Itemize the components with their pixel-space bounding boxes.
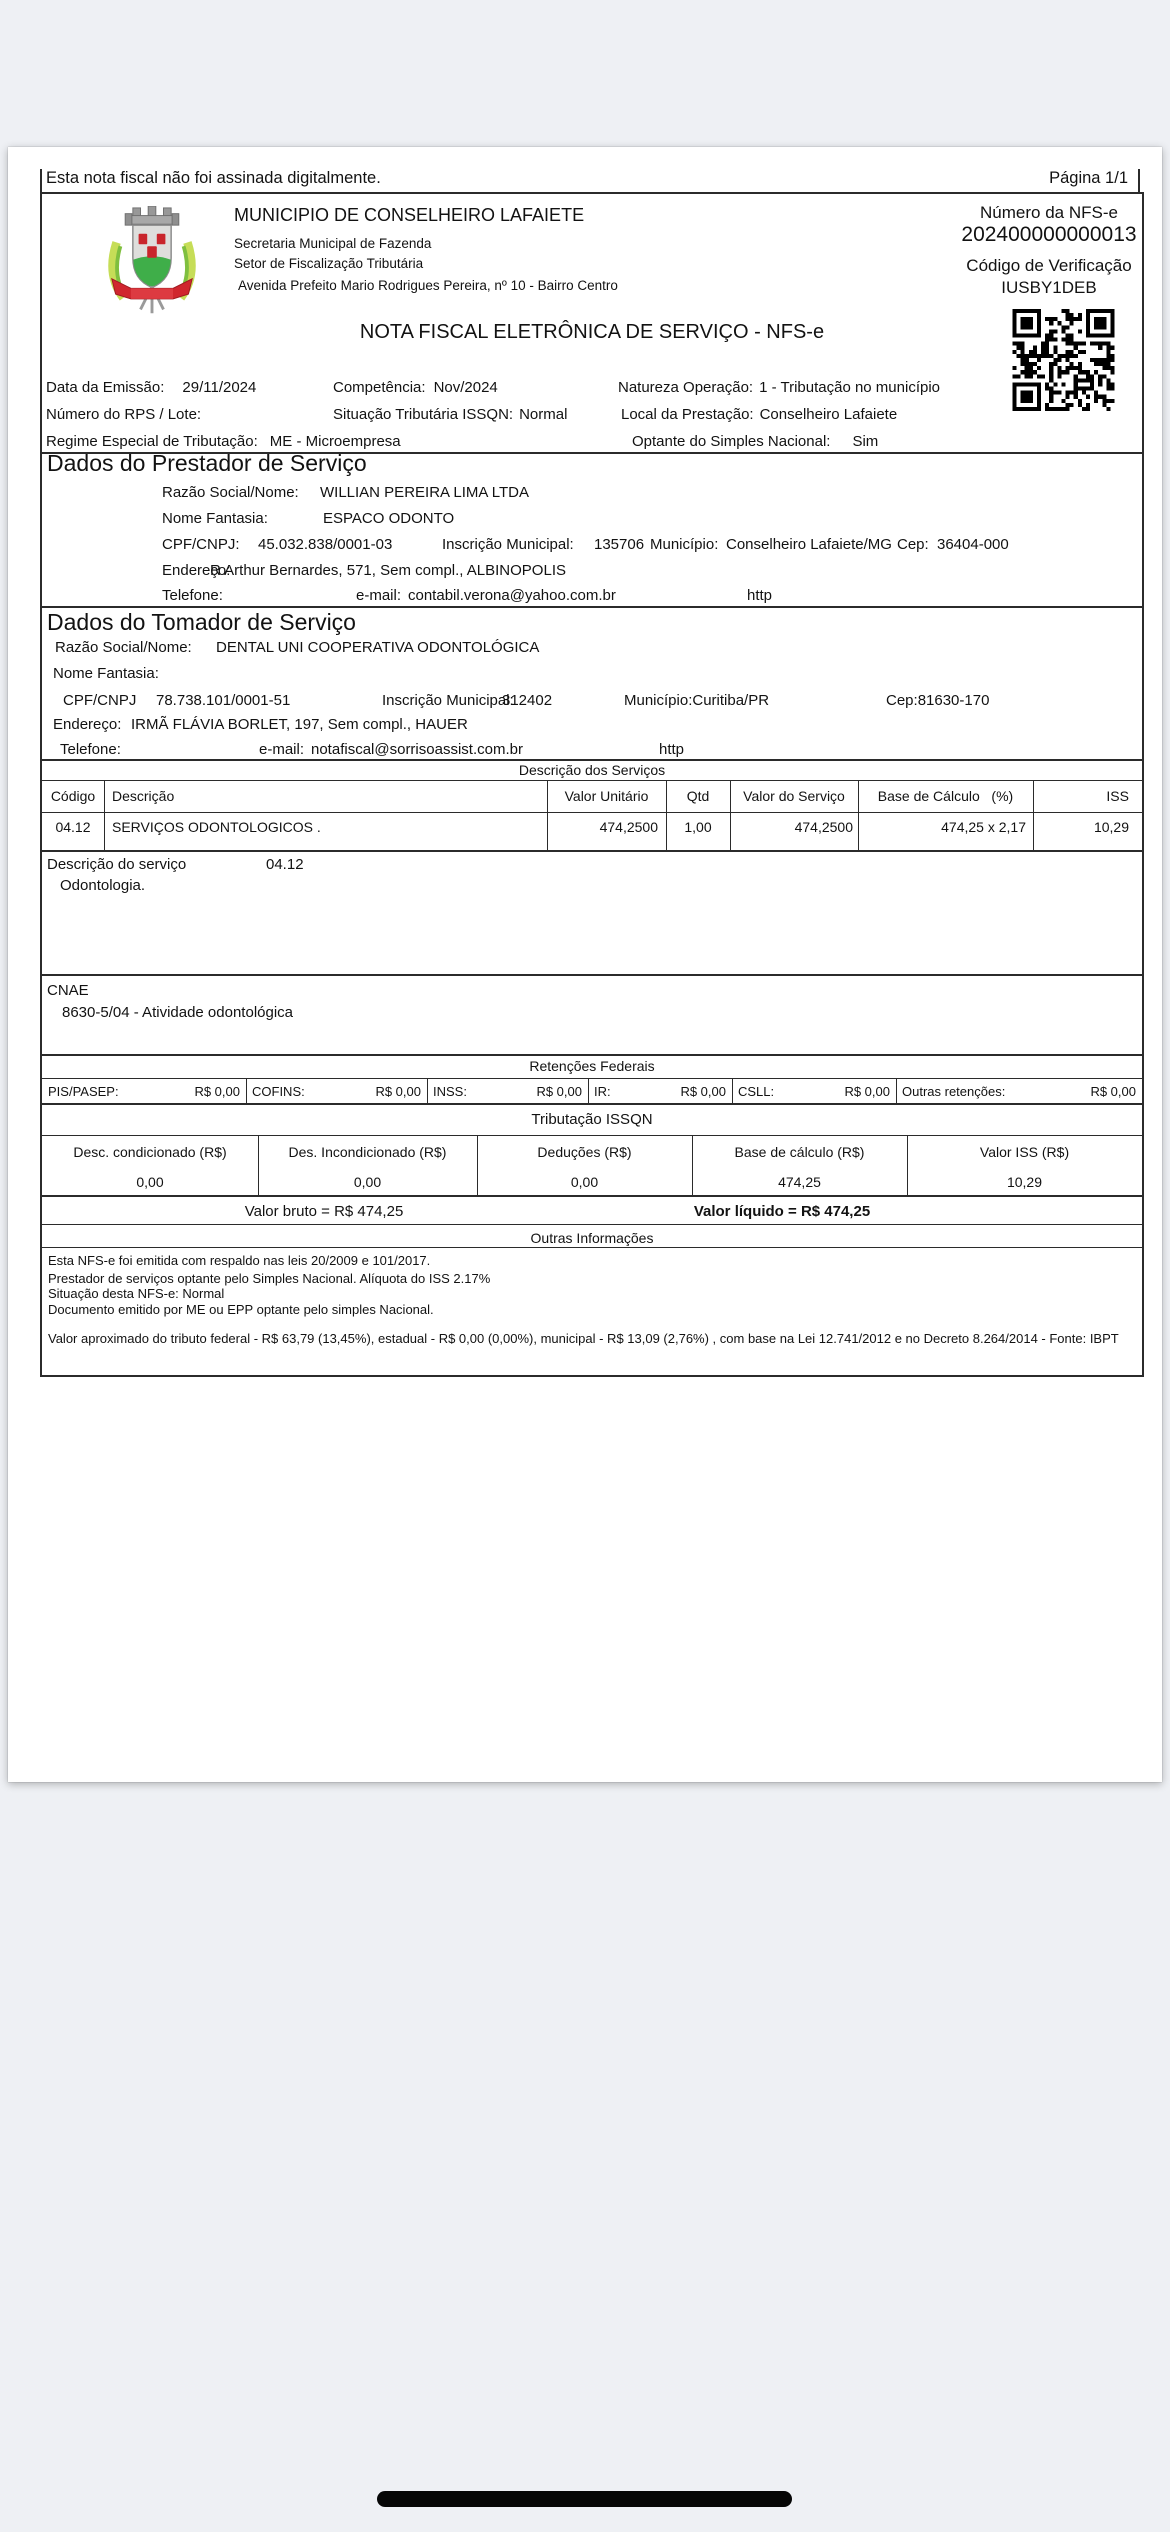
prestador-municipio-value: Conselheiro Lafaiete/MG: [726, 536, 892, 553]
outras-line-1: Esta NFS-e foi emitida com respaldo nas leis 20/2009 e 101/2017.: [48, 1253, 431, 1268]
table-border: [42, 780, 1142, 781]
tomador-razao-value: DENTAL UNI COOPERATIVA ODONTOLÓGICA: [216, 639, 540, 656]
retencao-csll-label: CSLL:: [738, 1084, 775, 1099]
prestador-cep-label: Cep:: [897, 536, 929, 553]
table-border: [246, 1078, 247, 1103]
table-border: [42, 1195, 1142, 1197]
retencao-inss-value: R$ 0,00: [536, 1084, 582, 1099]
municipality-setor: Setor de Fiscalização Tributária: [234, 256, 424, 271]
document-title: NOTA FISCAL ELETRÔNICA DE SERVIÇO - NFS-e: [359, 321, 825, 343]
table-border: [42, 1135, 1142, 1136]
rps-lote-field: Número do RPS / Lote:: [46, 406, 202, 423]
nfse-number-label: Número da NFS-e: [980, 203, 1118, 222]
retencao-csll-value: R$ 0,00: [844, 1084, 890, 1099]
desc-servico-label: Descrição do serviço: [47, 856, 187, 873]
prestador-razao-value: WILLIAN PEREIRA LIMA LTDA: [320, 484, 529, 501]
table-border: [588, 1078, 589, 1103]
issqn-deducoes-value: 0,00: [570, 1174, 599, 1190]
valor-bruto: Valor bruto = R$ 474,25: [244, 1203, 404, 1220]
service-row-codigo: 04.12: [55, 819, 91, 835]
simples-nacional-field: Optante do Simples Nacional: Sim: [632, 433, 879, 450]
regime-tributacao-field: Regime Especial de Tributação: ME - Microempresa: [46, 433, 401, 450]
service-row-valor-servico: 474,2500: [794, 819, 853, 835]
cnae-value: 8630-5/04 - Atividade odontológica: [62, 1004, 294, 1021]
tomador-razao-label: Razão Social/Nome:: [55, 639, 192, 656]
issqn-section-title: Tributação ISSQN: [531, 1111, 653, 1128]
section-divider: [42, 1054, 1142, 1056]
digital-signature-note: Esta nota fiscal não foi assinada digitalmente.: [46, 169, 381, 187]
issqn-des-incond-value: 0,00: [353, 1174, 382, 1190]
section-divider: [42, 1103, 1142, 1105]
service-row-base-calculo: 474,25 x 2,17: [941, 819, 1026, 835]
section-divider: [42, 1247, 1142, 1248]
cnae-title: CNAE: [47, 982, 89, 999]
home-indicator[interactable]: [377, 2491, 792, 2507]
col-header-iss: ISS: [1106, 788, 1129, 804]
prestador-cnpj-label: CPF/CNPJ:: [162, 536, 240, 553]
col-header-base-calculo: Base de Cálculo (%): [877, 788, 1014, 804]
retencao-inss-label: INSS:: [433, 1084, 467, 1099]
outras-line-2: Prestador de serviços optante pelo Simples Nacional. Alíquota do ISS 2.17%: [48, 1271, 491, 1286]
tomador-endereco-value: IRMÃ FLÁVIA BORLET, 197, Sem compl., HAUER: [131, 716, 468, 733]
prestador-endereco-value: R Arthur Bernardes, 571, Sem compl., ALBINOPOLIS: [210, 562, 566, 579]
issqn-valor-iss-label: Valor ISS (R$): [979, 1144, 1070, 1160]
tomador-cnpj-label: CPF/CNPJ: [63, 692, 137, 709]
outras-tax-note: Valor aproximado do tributo federal - R$ 63,79 (13,45%), estadual - R$ 0,00 (0,00%), municipal - R$ 13,09 (2,76%) , com base na Lei 12.741/2012 e no Decreto 8.264/2014 - Fonte: IBPT: [48, 1331, 1119, 1346]
retencao-ir-value: R$ 0,00: [680, 1084, 726, 1099]
table-border: [42, 1078, 1142, 1079]
border-corner-tick-left: [40, 169, 42, 192]
col-header-valor-unitario: Valor Unitário: [564, 788, 649, 804]
tomador-im-label: Inscrição Municipal:: [382, 692, 514, 709]
section-divider: [42, 1224, 1142, 1225]
table-border: [104, 780, 105, 850]
tomador-fantasia-label: Nome Fantasia:: [53, 665, 159, 682]
municipality-address: Avenida Prefeito Mario Rodrigues Pereira, nº 10 - Bairro Centro: [238, 278, 618, 293]
prestador-email-value: contabil.verona@yahoo.com.br: [408, 587, 616, 604]
invoice-document: [40, 192, 1144, 1377]
pdf-page: [8, 147, 1162, 1782]
prestador-im-value: 135706: [594, 536, 645, 553]
table-border: [732, 1078, 733, 1103]
municipality-secretaria: Secretaria Municipal de Fazenda: [234, 236, 432, 251]
tomador-endereco-label: Endereço:: [53, 716, 122, 733]
tomador-email-label: e-mail:: [259, 741, 305, 758]
tomador-municipio-field: Município:Curitiba/PR: [624, 692, 770, 709]
municipality-crest-icon: [104, 206, 200, 319]
service-row-descricao: SERVIÇOS ODONTOLOGICOS .: [112, 819, 321, 835]
issqn-des-incond-label: Des. Incondicionado (R$): [288, 1144, 447, 1160]
retencao-ir-label: IR:: [594, 1084, 611, 1099]
issqn-desc-cond-label: Desc. condicionado (R$): [73, 1144, 227, 1160]
service-row-iss: 10,29: [1093, 819, 1129, 835]
municipality-name: MUNICIPIO DE CONSELHEIRO LAFAIETE: [234, 205, 585, 225]
tomador-http-label: http: [659, 741, 685, 758]
prestador-endereco-label: Endereço:: [162, 562, 231, 579]
verification-code-value: IUSBY1DEB: [1001, 278, 1097, 297]
competencia-field: Competência: Nov/2024: [333, 379, 498, 396]
retencao-cofins-label: COFINS:: [252, 1084, 305, 1099]
border-corner-tick-right: [1138, 169, 1140, 192]
prestador-telefone-label: Telefone:: [162, 587, 223, 604]
retencao-pis-label: PIS/PASEP:: [48, 1084, 119, 1099]
col-header-codigo: Código: [50, 788, 96, 804]
tomador-im-value: 312402: [502, 692, 553, 709]
desc-servico-text: Odontologia.: [60, 877, 146, 894]
table-border: [427, 1078, 428, 1103]
issqn-deducoes-label: Deduções (R$): [537, 1144, 632, 1160]
retencao-outras-value: R$ 0,00: [1090, 1084, 1136, 1099]
tomador-cnpj-value: 78.738.101/0001-51: [156, 692, 291, 709]
col-header-qtd: Qtd: [686, 788, 710, 804]
tomador-section-title: Dados do Tomador de Serviço: [47, 609, 356, 635]
service-row-valor-unitario: 474,2500: [599, 819, 658, 835]
desc-servico-code: 04.12: [266, 856, 304, 873]
situacao-tributaria-field: Situação Tributária ISSQN: Normal: [333, 406, 568, 423]
prestador-razao-label: Razão Social/Nome:: [162, 484, 299, 501]
page-indicator: Página 1/1: [1049, 169, 1128, 187]
page-top-note-row: [46, 169, 1128, 187]
qr-code: [1012, 309, 1115, 411]
prestador-fantasia-label: Nome Fantasia:: [162, 510, 268, 527]
retencoes-section-title: Retenções Federais: [529, 1058, 655, 1074]
retencao-cofins-value: R$ 0,00: [375, 1084, 421, 1099]
prestador-cep-value: 36404-000: [937, 536, 1009, 553]
prestador-cnpj-value: 45.032.838/0001-03: [258, 536, 393, 553]
col-header-descricao: Descrição: [112, 788, 175, 804]
outras-line-3: Situação desta NFS-e: Normal: [48, 1286, 225, 1301]
natureza-operacao-field: Natureza Operação: 1 - Tributação no município: [618, 379, 941, 396]
section-divider: [42, 759, 1142, 761]
issqn-base-calculo-label: Base de cálculo (R$): [734, 1144, 865, 1160]
local-prestacao-field: Local da Prestação: Conselheiro Lafaiete: [621, 406, 898, 423]
tomador-cep-field: Cep:81630-170: [886, 692, 990, 709]
verification-code-label: Código de Verificação: [966, 256, 1132, 275]
tomador-email-value: notafiscal@sorrisoassist.com.br: [311, 741, 523, 758]
issqn-desc-cond-value: 0,00: [136, 1174, 164, 1190]
service-row-qtd: 1,00: [684, 819, 712, 835]
prestador-section-title: Dados do Prestador de Serviço: [47, 450, 367, 476]
tomador-telefone-label: Telefone:: [60, 741, 121, 758]
table-border: [896, 1078, 897, 1103]
prestador-im-label: Inscrição Municipal:: [442, 536, 574, 553]
prestador-fantasia-value: ESPACO ODONTO: [323, 510, 455, 527]
outras-section-title: Outras Informações: [530, 1230, 654, 1246]
prestador-http-label: http: [747, 587, 773, 604]
outras-line-4: Documento emitido por ME ou EPP optante pelo simples Nacional.: [48, 1302, 434, 1317]
retencao-outras-label: Outras retenções:: [902, 1084, 1006, 1099]
issqn-valor-iss-value: 10,29: [1006, 1174, 1043, 1190]
section-divider: [42, 850, 1142, 852]
table-border: [42, 812, 1142, 813]
col-header-valor-servico: Valor do Serviço: [743, 788, 845, 804]
nfse-number-value: 202400000000013: [961, 223, 1137, 246]
prestador-municipio-label: Município:: [650, 536, 719, 553]
issqn-base-calculo-value: 474,25: [778, 1174, 821, 1190]
emission-date-field: Data da Emissão: 29/11/2024: [46, 379, 257, 396]
section-divider: [42, 974, 1142, 976]
services-section-title: Descrição dos Serviços: [518, 762, 666, 778]
section-divider: [42, 606, 1142, 608]
valor-liquido: Valor líquido = R$ 474,25: [693, 1203, 871, 1220]
retencao-pis-value: R$ 0,00: [194, 1084, 240, 1099]
prestador-email-label: e-mail:: [356, 587, 402, 604]
